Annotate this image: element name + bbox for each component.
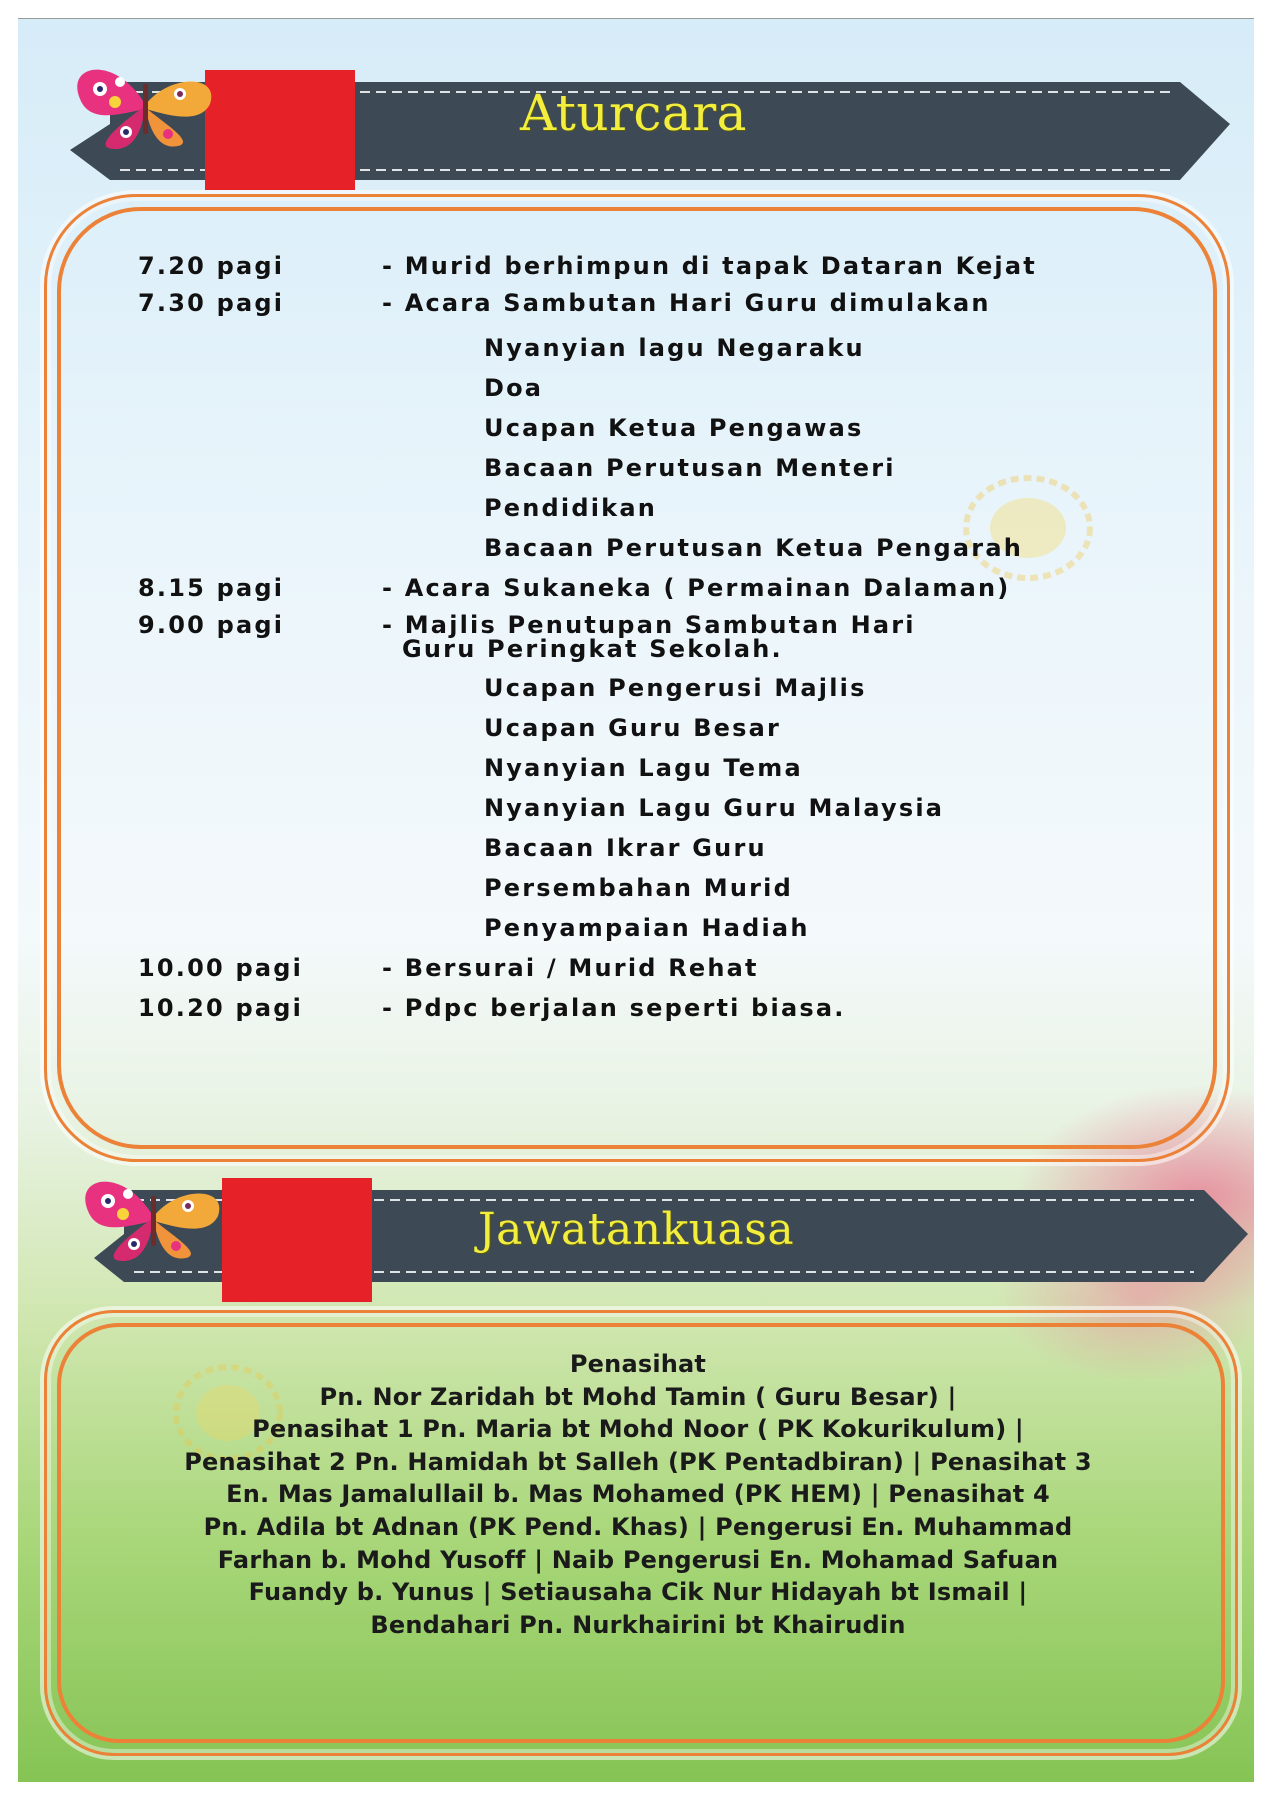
schedule-subitem: Persembahan Murid (484, 874, 793, 902)
schedule-text: - Pdpc berjalan seperti biasa. (382, 994, 846, 1022)
jawatankuasa-banner (54, 1158, 1254, 1308)
schedule-subitem: Nyanyian lagu Negaraku (484, 334, 865, 362)
butterfly-icon (68, 1166, 238, 1266)
schedule-subitem: Doa (484, 374, 544, 402)
committee-line: Pn. Nor Zaridah bt Mohd Tamin ( Guru Besar) | (319, 1382, 957, 1411)
schedule-text: - Murid berhimpun di tapak Dataran Kejat (382, 252, 1037, 280)
committee-line: Bendahari Pn. Nurkhairini bt Khairudin (370, 1610, 906, 1639)
schedule-text: - Acara Sambutan Hari Guru dimulakan (382, 289, 991, 317)
schedule-time: 7.20 pagi (138, 252, 285, 280)
schedule-time: 10.00 pagi (138, 954, 304, 982)
aturcara-banner (40, 40, 1240, 190)
schedule-subitem: Bacaan Ikrar Guru (484, 834, 767, 862)
schedule-subitem: Penyampaian Hadiah (484, 914, 810, 942)
aturcara-title: Aturcara (520, 84, 747, 142)
schedule-text: - Bersurai / Murid Rehat (382, 954, 759, 982)
schedule-text-continued: Guru Peringkat Sekolah. (402, 635, 783, 663)
flyer-page (18, 18, 1254, 1782)
schedule-text: - Majlis Penutupan Sambutan Hari (382, 611, 916, 639)
committee-line: Fuandy b. Yunus | Setiausaha Cik Nur Hidayah bt Ismail | (248, 1578, 1028, 1607)
schedule-subitem: Ucapan Guru Besar (484, 714, 782, 742)
committee-line: Penasihat 1 Pn. Maria bt Mohd Noor ( PK Kokurikulum) | (252, 1415, 1024, 1444)
schedule-subitem: Ucapan Pengerusi Majlis (484, 674, 867, 702)
schedule-time: 7.30 pagi (138, 289, 285, 317)
jawatankuasa-title: Jawatankuasa (478, 1204, 795, 1255)
butterfly-icon (60, 54, 230, 154)
committee-line: Pn. Adila bt Adnan (PK Pend. Khas) | Pengerusi En. Muhammad (203, 1512, 1073, 1541)
committee-text (88, 1348, 1188, 1641)
schedule-text: - Acara Sukaneka ( Permainan Dalaman) (382, 574, 1011, 602)
committee-line: En. Mas Jamalullail b. Mas Mohamed (PK HEM) | Penasihat 4 (226, 1480, 1050, 1509)
committee-line: Penasihat 2 Pn. Hamidah bt Salleh (PK Pentadbiran) | Penasihat 3 (184, 1447, 1092, 1476)
ornament-icon (958, 468, 1098, 588)
schedule-subitem: Nyanyian Lagu Tema (484, 754, 803, 782)
schedule-subitem: Pendidikan (484, 494, 658, 522)
schedule-subitem: Nyanyian Lagu Guru Malaysia (484, 794, 945, 822)
top-border-line (18, 18, 1254, 19)
committee-heading: Penasihat (569, 1350, 707, 1378)
schedule-time: 8.15 pagi (138, 574, 285, 602)
committee-line: Farhan b. Mohd Yusoff | Naib Pengerusi En. Mohamad Safuan (217, 1545, 1059, 1574)
schedule-time: 9.00 pagi (138, 611, 285, 639)
schedule-subitem: Bacaan Perutusan Menteri (484, 454, 896, 482)
schedule-subitem: Bacaan Perutusan Ketua Pengarah (484, 534, 1024, 562)
schedule-time: 10.20 pagi (138, 994, 304, 1022)
schedule-subitem: Ucapan Ketua Pengawas (484, 414, 864, 442)
